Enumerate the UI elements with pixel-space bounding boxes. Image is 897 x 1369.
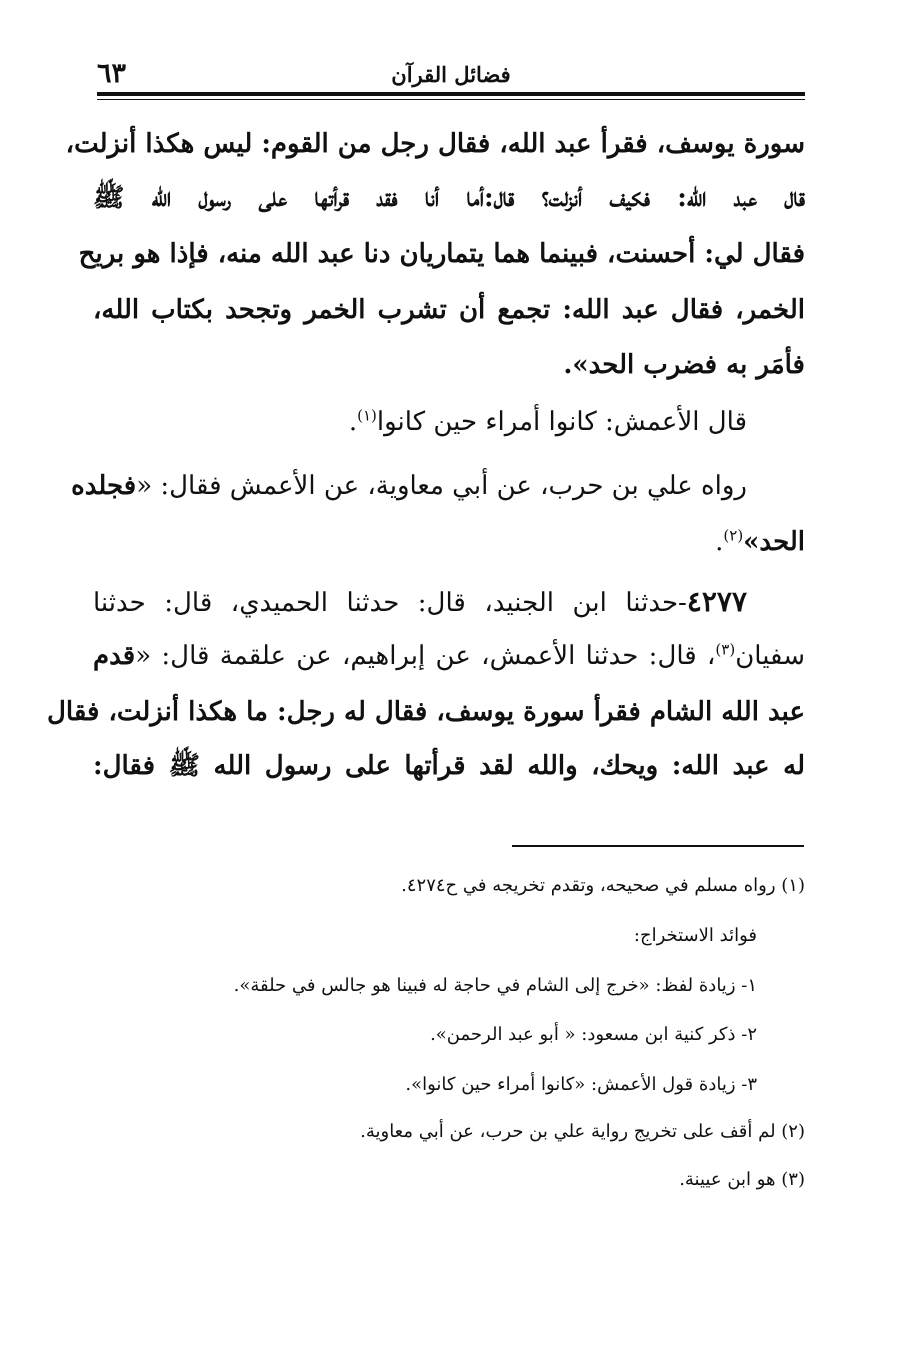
footnote-3: (٣) هو ابن عيينة. [679,1169,805,1190]
page-header [97,58,805,90]
footnote-1: (١) رواه مسلم في صحيحه، وتقدم تخريجه في ح٤٢٧٤. [401,875,805,896]
body-line [71,466,747,506]
punctuation: . [348,407,358,437]
body-line-text: سفيان [735,641,805,671]
footnote-benefit-2: ٢- ذكر كنية ابن مسعود: « أبو عبد الرحمن». [430,1024,757,1045]
body-line-text: رواه علي بن حرب، عن أبي معاوية، عن الأعمش فقال: « [136,471,747,501]
body-line: له عبد الله: ويحك، والله لقد قرأتها على رسول الله ﷺ فقال: [93,751,805,781]
header-rule-thick [97,92,805,96]
body-line-text: قال الأعمش: كانوا أمراء حين كانوا [376,407,747,437]
page-number: ٦٣ [97,58,127,89]
body-line-text: ، قال: حدثنا الأعمش، عن إبراهيم، عن علقمة قال: « [135,641,716,671]
body-line [93,345,805,385]
body-line: فقال لي: أحسنت، فبينما هما يتماريان دنا عبد الله منه، فإذا هو بريح [78,239,805,269]
body-line [93,522,805,562]
footnote-ref: (٣) [715,640,736,659]
hadith-number: ٤٢٧٧ [686,585,747,618]
footnote-ref: (١) [357,406,377,425]
body-line: قال عبد الله: فكيف أنزلت؟ قال:أما أنا فقد قرأتها على رسول الله ﷺ [93,183,805,213]
footnote-benefit-1: ١- زيادة لفظ: «خرج إلى الشام في حاجة له فبينا هو جالس في حلقة». [233,975,757,996]
body-line [93,582,747,623]
footnote-separator [512,845,804,847]
body-line-bold: قدم [93,641,136,671]
footnote-2: (٢) لم أقف على تخريج رواية علي بن حرب، عن أبي معاوية. [360,1121,805,1142]
footnote-benefit-3: ٣- زيادة قول الأعمش: «كانوا أمراء حين كانوا». [405,1074,757,1095]
punctuation: . [715,527,724,557]
body-line-bold: الحد» [743,527,805,557]
body-line [93,402,747,442]
body-line-text: -حدثنا ابن الجنيد، قال: حدثنا الحميدي، قال: حدثنا [93,588,687,618]
header-rule-thin [97,99,805,100]
body-line: سورة يوسف، فقرأ عبد الله، فقال رجل من القوم: ليس هكذا أنزلت، [65,129,805,159]
footnote-ref: (٢) [723,526,744,545]
body-line: الخمر، فقال عبد الله: تجمع أن تشرب الخمر وتجحد بكتاب الله، [93,295,805,325]
body-line: عبد الله الشام فقرأ سورة يوسف، فقال له رجل: ما هكذا أنزلت، فقال [47,697,805,727]
running-title: فضائل القرآن [391,62,511,87]
body-line-text: فأمَر به فضرب الحد». [563,350,805,380]
footnote-benefits-title: فوائد الاستخراج: [633,925,757,946]
body-line [93,636,805,676]
body-line-bold: فجلده [71,471,137,501]
